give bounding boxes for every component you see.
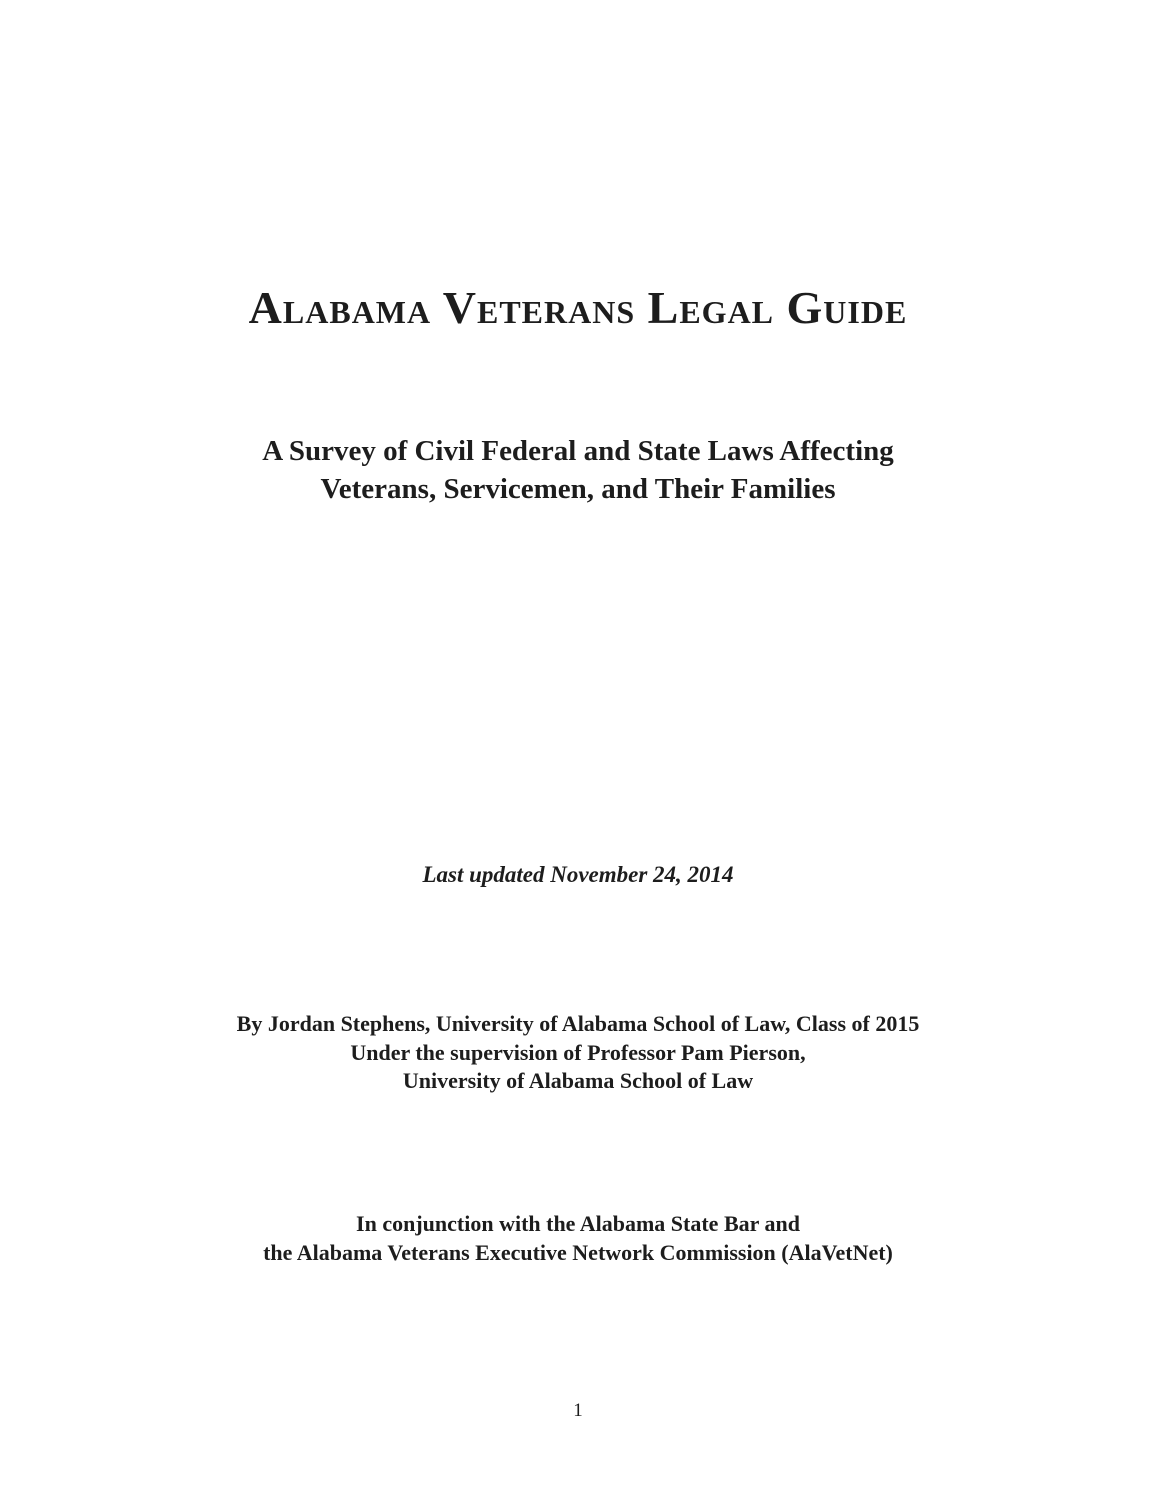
conjunction-line-2: the Alabama Veterans Executive Network Commission (AlaVetNet) <box>263 1239 893 1265</box>
conjunction-line-1: In conjunction with the Alabama State Bar and <box>356 1211 800 1236</box>
last-updated-text: Last updated November 24, 2014 <box>422 862 734 887</box>
document-title: Alabama Veterans Legal Guide <box>248 281 908 333</box>
subtitle-line-2: Veterans, Servicemen, and Their Families <box>320 473 836 506</box>
author-line-3: University of Alabama School of Law <box>402 1068 754 1094</box>
page-number: 1 <box>573 1400 583 1421</box>
author-line-2: Under the supervision of Professor Pam Pierson, <box>350 1039 806 1065</box>
subtitle-line-1: A Survey of Civil Federal and State Laws Affecting <box>262 435 894 467</box>
conjunction-block <box>0 1210 1156 1267</box>
author-block <box>0 1010 1156 1096</box>
author-line-1: By Jordan Stephens, University of Alabama School of Law, Class of 2015 <box>236 1011 920 1036</box>
document-subtitle <box>0 432 1156 509</box>
